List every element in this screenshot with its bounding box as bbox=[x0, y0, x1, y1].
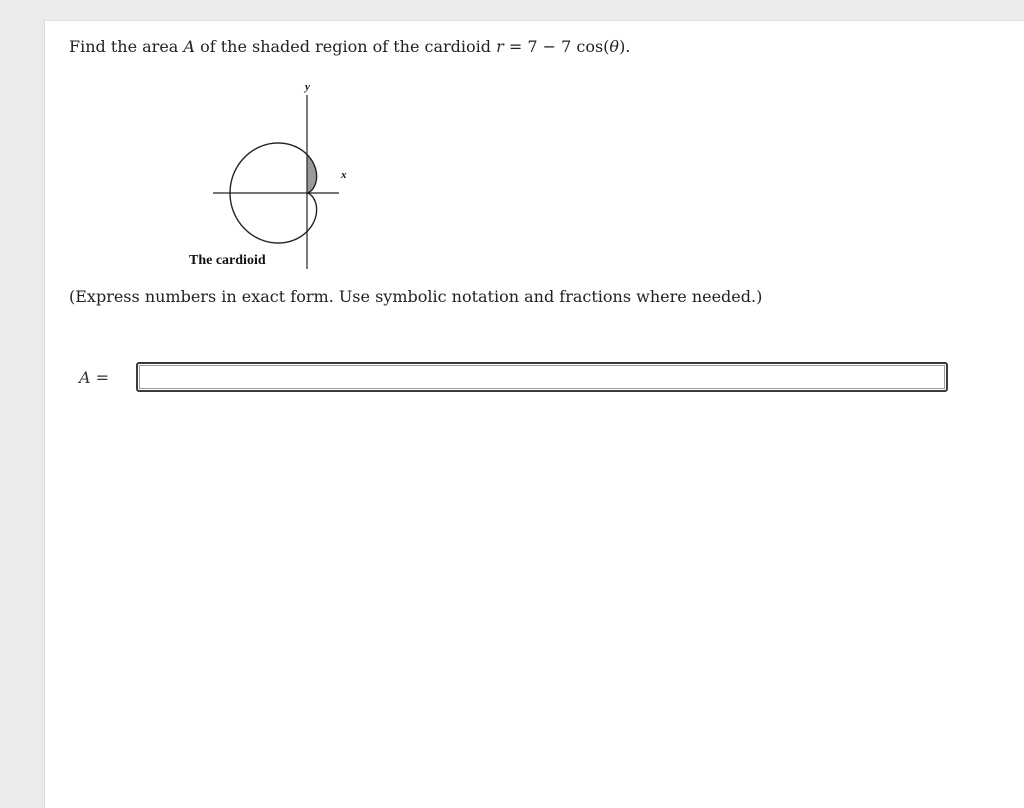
area-variable: A bbox=[183, 37, 195, 56]
answer-input[interactable] bbox=[136, 362, 948, 392]
question-panel bbox=[44, 20, 1024, 808]
answer-label bbox=[79, 368, 109, 388]
equation-text: = 7 − 7 cos( bbox=[503, 37, 610, 56]
answer-variable: A bbox=[79, 368, 91, 387]
y-axis-label: y bbox=[305, 81, 310, 93]
cardioid-graph bbox=[165, 77, 355, 277]
question-suffix: ). bbox=[619, 37, 631, 56]
instructions-text: (Express numbers in exact form. Use symbolic notation and fractions where needed.) bbox=[69, 287, 763, 306]
question-middle: of the shaded region of the cardioid bbox=[194, 37, 497, 56]
cardioid-figure bbox=[165, 77, 355, 277]
answer-equals: = bbox=[90, 368, 110, 387]
r-variable: r bbox=[496, 37, 504, 56]
theta-symbol: θ bbox=[609, 37, 620, 56]
figure-caption: The cardioid bbox=[189, 253, 266, 268]
x-axis-label: x bbox=[341, 169, 347, 181]
question-prefix: Find the area bbox=[69, 37, 184, 56]
question-text bbox=[69, 37, 630, 57]
